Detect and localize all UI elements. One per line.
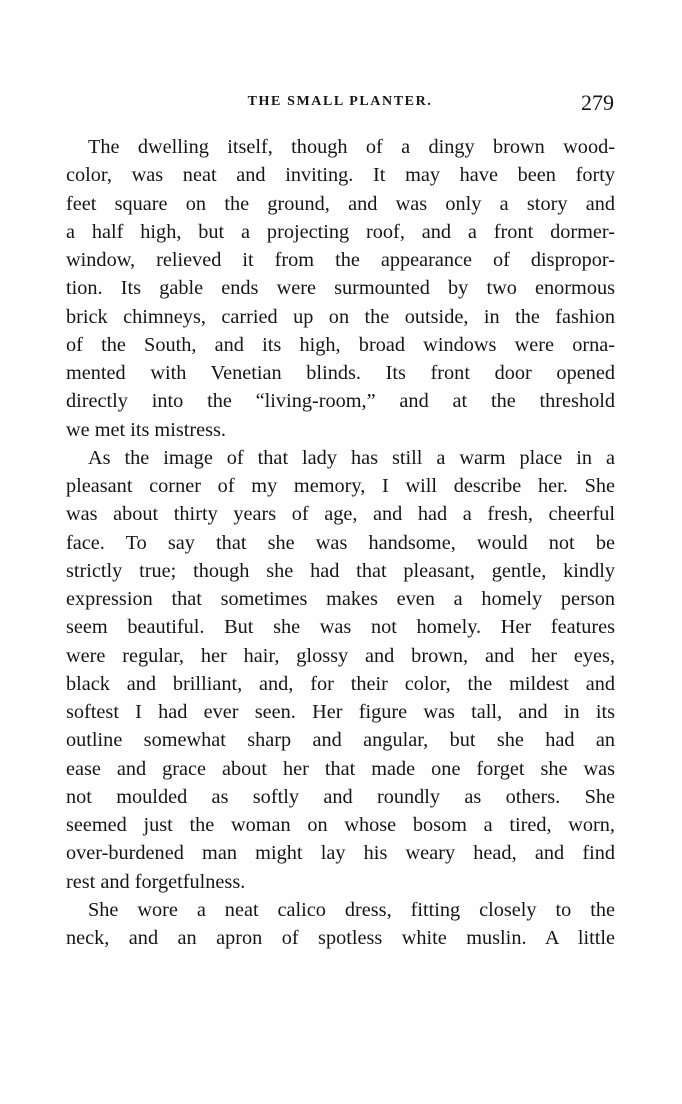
text-line: As the image of that lady has still a warm place in a xyxy=(88,446,615,469)
text-line: black and brilliant, and, for their color, the mildest and xyxy=(66,672,615,695)
text-line: a half high, but a projecting roof, and a front dormer- xyxy=(66,220,615,243)
text-line: The dwelling itself, though of a dingy brown wood- xyxy=(88,136,615,158)
paragraph xyxy=(66,444,615,896)
text-line: softest I had ever seen. Her figure was tall, and in its xyxy=(66,701,615,723)
text-line: mented with Venetian blinds. Its front door opened xyxy=(66,362,615,384)
text-line: we met its mistress. xyxy=(66,418,226,441)
text-line: were regular, her hair, glossy and brown, and her eyes, xyxy=(66,644,615,667)
text-line: was about thirty years of age, and had a fresh, cheerful xyxy=(66,503,615,526)
text-line: feet square on the ground, and was only a story and xyxy=(66,192,615,215)
text-line: rest and forgetfulness. xyxy=(66,870,246,893)
page-number: 279 xyxy=(581,90,614,115)
text-line: expression that sometimes makes even a homely person xyxy=(66,588,615,610)
text-line: She wore a neat calico dress, fitting closely to the xyxy=(88,898,615,921)
paragraph xyxy=(66,133,615,444)
paragraph xyxy=(66,896,615,953)
running-title: THE SMALL PLANTER. xyxy=(247,94,433,109)
text-line: of the South, and its high, broad windows were orna- xyxy=(66,333,615,356)
running-head xyxy=(66,90,614,116)
text-line: not moulded as softly and roundly as others. She xyxy=(66,785,615,808)
text-line: strictly true; though she had that pleasant, gentle, kindly xyxy=(66,559,615,582)
text-line: window, relieved it from the appearance of dispropor- xyxy=(66,249,615,271)
text-line: seem beautiful. But she was not homely. Her features xyxy=(66,616,615,639)
text-line: seemed just the woman on whose bosom a tired, worn, xyxy=(66,814,615,836)
text-line: face. To say that she was handsome, would not be xyxy=(66,531,615,554)
text-line: brick chimneys, carried up on the outside, in the fashion xyxy=(66,305,615,328)
text-line: directly into the “living-room,” and at the threshold xyxy=(66,390,615,413)
text-line: tion. Its gable ends were surmounted by two enormous xyxy=(66,277,615,300)
text-line: over-burdened man might lay his weary head, and find xyxy=(66,842,615,865)
text-line: pleasant corner of my memory, I will describe her. She xyxy=(66,475,615,497)
text-line: neck, and an apron of spotless white muslin. A little xyxy=(66,927,615,949)
text-line: color, was neat and inviting. It may have been forty xyxy=(66,164,615,187)
text-line: ease and grace about her that made one forget she was xyxy=(66,757,615,780)
text-line: outline somewhat sharp and angular, but she had an xyxy=(66,729,615,752)
body-text xyxy=(66,133,615,952)
